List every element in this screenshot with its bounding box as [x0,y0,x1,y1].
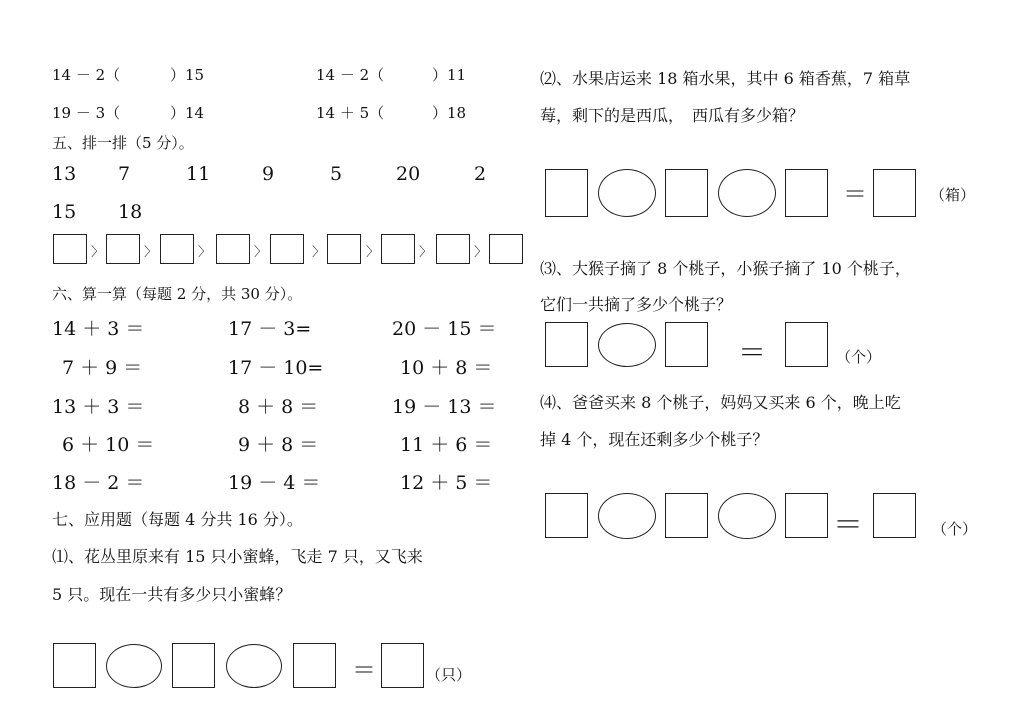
q4-number-box[interactable] [665,493,708,538]
q4-unit: （个） [932,520,978,538]
calc-item: 14 ＋ 3 ＝ [52,318,145,340]
sort-number: 20 [396,163,421,185]
calc-item: 7 ＋ 9 ＝ [62,357,143,379]
q2-operator-oval[interactable] [598,169,656,217]
q4-operator-oval[interactable] [718,493,776,539]
calc-item: 12 ＋ 5 ＝ [400,472,493,494]
sort-answer-box[interactable] [270,234,304,264]
q2-line1: ⑵、水果店运来 18 箱水果，其中 6 箱香蕉，7 箱草 [540,69,911,88]
greater-than-sign: 〉 [366,245,380,260]
compare-2-left: 14 － 2（ [316,66,385,84]
q2-unit: （箱） [930,186,976,204]
greater-than-sign: 〉 [198,245,212,260]
sort-number: 9 [262,163,275,185]
q1-number-box[interactable] [172,643,215,688]
sort-answer-box[interactable] [327,234,361,264]
compare-1-right: ）15 [170,66,205,84]
q4-line1: ⑷、爸爸买来 8 个桃子，妈妈又买来 6 个，晚上吃 [540,393,901,412]
calc-item: 17 － 10= [228,357,324,379]
q3-unit: （个） [836,348,882,366]
q1-unit: （只） [426,666,472,684]
sort-number: 15 [52,201,77,223]
calc-item: 10 ＋ 8 ＝ [400,357,493,379]
q3-number-box[interactable] [665,322,708,367]
greater-than-sign: 〉 [312,245,326,260]
sort-answer-box[interactable] [106,234,140,264]
q1-number-box[interactable] [293,643,336,688]
q2-number-box[interactable] [785,169,828,217]
section6-title: 六、算一算（每题 2 分，共 30 分）。 [52,285,303,303]
compare-4-right: ）18 [432,104,467,122]
q4-operator-oval[interactable] [598,493,656,539]
sort-number: 11 [186,163,211,185]
q2-operator-oval[interactable] [718,169,776,217]
sort-number: 7 [118,163,131,185]
sort-answer-box[interactable] [216,234,250,264]
calc-item: 8 ＋ 8 ＝ [238,396,319,418]
greater-than-sign: 〉 [419,245,433,260]
q4-number-box[interactable] [545,493,588,538]
sort-number: 13 [52,163,77,185]
q1-line2: 5 只。现在一共有多少只小蜜蜂？ [52,585,292,604]
q2-result-box[interactable] [873,169,916,217]
calc-item: 13 ＋ 3 ＝ [52,396,145,418]
compare-4-left: 14 ＋ 5（ [316,104,385,122]
q3-number-box[interactable] [545,322,588,367]
q3-operator-oval[interactable] [598,323,656,367]
calc-item: 19 － 13 ＝ [392,396,497,418]
q3-line1: ⑶、大猴子摘了 8 个桃子，小猴子摘了 10 个桃子， [540,259,911,278]
sort-answer-box[interactable] [53,234,87,264]
sort-answer-box[interactable] [489,234,523,264]
calc-item: 6 ＋ 10 ＝ [62,434,155,456]
section7-title: 七、应用题（每题 4 分共 16 分）。 [52,510,303,529]
q4-result-box[interactable] [873,493,916,538]
greater-than-sign: 〉 [474,245,488,260]
q2-number-box[interactable] [665,169,708,217]
q4-line2: 掉 4 个，现在还剩多少个桃子？ [540,430,769,449]
compare-1-left: 14 － 2（ [52,66,121,84]
sort-answer-box[interactable] [160,234,194,264]
compare-3-right: ）14 [170,104,205,122]
q1-number-box[interactable] [53,643,96,688]
calc-item: 18 － 2 ＝ [52,472,145,494]
sort-answer-box[interactable] [436,234,470,264]
q1-operator-oval[interactable] [226,644,282,688]
section5-title: 五、排一排（5 分）。 [52,134,194,152]
greater-than-sign: 〉 [91,245,105,260]
sort-number: 5 [330,163,343,185]
q3-line2: 它们一共摘了多少个桃子？ [540,295,733,314]
greater-than-sign: 〉 [254,245,268,260]
q2-line2: 莓，剩下的是西瓜， 西瓜有多少箱？ [540,106,805,125]
q3-result-box[interactable] [785,322,828,367]
calc-item: 17 － 3= [228,318,312,340]
sort-number: 2 [474,163,487,185]
compare-2-right: ）11 [432,66,467,84]
calc-item: 20 － 15 ＝ [392,318,497,340]
q1-operator-oval[interactable] [106,644,162,688]
q1-equals-sign: ＝ [352,656,376,684]
sort-answer-box[interactable] [381,234,415,264]
q2-equals-sign: ＝ [843,180,867,208]
greater-than-sign: 〉 [144,245,158,260]
q3-equals-sign: ＝ [738,336,767,369]
q4-equals-sign: ＝ [833,508,863,543]
calc-item: 11 ＋ 6 ＝ [400,434,493,456]
calc-item: 19 － 4 ＝ [228,472,321,494]
compare-3-left: 19 － 3（ [52,104,121,122]
sort-number: 18 [118,201,143,223]
q1-line1: ⑴、花丛里原来有 15 只小蜜蜂，飞走 7 只，又飞来 [52,547,423,566]
q2-number-box[interactable] [545,169,588,217]
calc-item: 9 ＋ 8 ＝ [238,434,319,456]
q1-result-box[interactable] [381,643,424,688]
q4-number-box[interactable] [785,493,828,538]
